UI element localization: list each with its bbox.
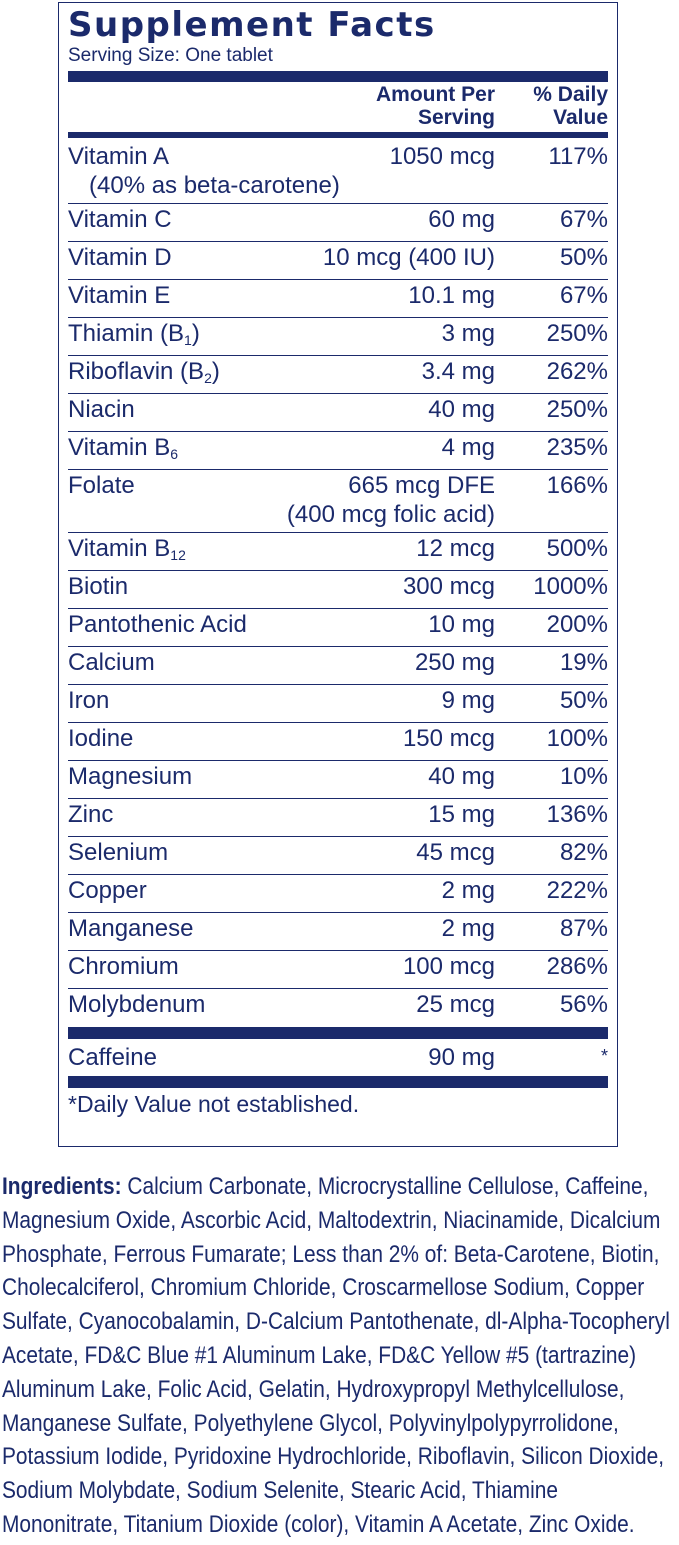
nutrient-name <box>68 611 247 639</box>
nutrient-name-suffix: ) <box>191 320 200 347</box>
nutrient-amount: 10.1 mg <box>408 282 495 309</box>
nutrient-name <box>68 573 128 601</box>
nutrient-daily-value: 82% <box>559 839 608 866</box>
nutrient-name <box>68 535 186 565</box>
table-row <box>68 470 608 533</box>
nutrient-daily-value: 67% <box>559 282 608 309</box>
nutrient-daily-value: 235% <box>546 434 608 461</box>
table-row <box>68 723 608 761</box>
nutrient-name-text: Vitamin B <box>68 434 171 461</box>
table-row <box>68 318 608 356</box>
nutrient-name <box>68 991 205 1019</box>
nutrient-name-text: Iron <box>68 687 110 714</box>
nutrient-amount: 45 mcg <box>416 839 495 866</box>
nutrient-daily-value: 10% <box>559 763 608 790</box>
nutrient-name-text: Riboflavin (B <box>68 358 205 385</box>
nutrient-amount: 9 mg <box>441 687 495 714</box>
supplement-facts-panel <box>58 2 618 1147</box>
serving-size: Serving Size: One tablet <box>68 45 273 66</box>
table-row <box>68 394 608 432</box>
nutrient-name-subscript: 6 <box>170 446 179 462</box>
nutrient-daily-value: 262% <box>546 358 608 385</box>
table-row <box>68 647 608 685</box>
table-row <box>68 989 608 1026</box>
nutrient-daily-value: 250% <box>546 396 608 423</box>
nutrient-daily-value: 100% <box>546 725 608 752</box>
nutrient-name <box>68 244 172 272</box>
table-row <box>68 913 608 951</box>
nutrient-name-text: Thiamin (B <box>68 320 185 347</box>
table-row <box>68 799 608 837</box>
divider-header <box>68 132 608 138</box>
table-row-caffeine <box>68 1042 608 1076</box>
nutrient-daily-value: 222% <box>546 877 608 904</box>
header-amount-line1: Amount Per <box>375 83 495 106</box>
nutrient-amount: 2 mg <box>441 877 495 904</box>
nutrient-name-text: Biotin <box>68 573 129 600</box>
nutrient-amount: 3 mg <box>441 320 495 347</box>
nutrient-name-text: Zinc <box>68 801 114 828</box>
nutrient-name-subscript: 12 <box>170 547 186 563</box>
nutrient-name-text: Selenium <box>68 839 169 866</box>
nutrient-daily-value: 117% <box>548 143 608 170</box>
nutrient-daily-value: 50% <box>559 687 608 714</box>
table-row <box>68 141 608 204</box>
nutrient-name-text: Niacin <box>68 396 135 423</box>
nutrient-amount: 10 mcg (400 IU) <box>322 244 495 271</box>
nutrient-daily-value: 87% <box>559 915 608 942</box>
header-daily-value <box>498 83 608 129</box>
nutrient-amount-note: (400 mcg folic acid) <box>286 501 495 528</box>
ingredients-text: Calcium Carbonate, Microcrystalline Cellulose, Caffeine, Magnesium Oxide, Ascorbic Acid, Maltodextrin, Niacinamide, Dicalcium Phosphate, Ferrous Fumarate; Less than 2% of: Beta-Carotene, Biotin, Cholecalciferol, Chromium Chloride, Croscarmellose Sodium, Copper Sulfate, Cyanocobalamin, D-Calcium Pantothenate, dl-Alpha-Tocopheryl Acetate, FD&C Blue #1 Aluminum Lake, FD&C Yellow #5 (tartrazine) Aluminum Lake, Folic Acid, Gelatin, Hydroxypropyl Methylcellulose, Manganese Sulfate, Polyethylene Glycol, Polyvinylpolypyrrolidone, Potassium Iodide, Pyridoxine Hydrochloride, Riboflavin, Silicon Dioxide, Sodium Molybdate, Sodium Selenite, Stearic Acid, Thiamine Mononitrate, Titanium Dioxide (color), Vitamin A Acetate, Zinc Oxide. <box>2 1173 670 1538</box>
nutrient-name <box>68 282 170 310</box>
nutrient-daily-value: 166% <box>546 472 608 499</box>
table-row <box>68 837 608 875</box>
nutrient-amount: 250 mg <box>414 649 495 676</box>
table-row <box>68 951 608 989</box>
nutrient-name <box>68 320 200 350</box>
nutrient-name-text: Magnesium <box>68 763 193 790</box>
nutrient-name <box>68 915 193 943</box>
nutrient-name <box>68 143 169 171</box>
nutrient-amount: 60 mg <box>428 206 495 233</box>
nutrient-name-suffix: ) <box>211 358 220 385</box>
nutrient-name-text: Vitamin A <box>68 143 169 170</box>
nutrient-name-text: Manganese <box>68 915 194 942</box>
nutrient-name-text: Calcium <box>68 649 155 676</box>
nutrient-amount: 10 mg <box>428 611 495 638</box>
nutrient-daily-value: 500% <box>546 535 608 562</box>
nutrient-amount: 90 mg <box>428 1044 495 1071</box>
table-row <box>68 280 608 318</box>
nutrient-daily-value: 286% <box>546 953 608 980</box>
header-amount-line2: Serving <box>417 106 495 129</box>
table-row <box>68 761 608 799</box>
nutrient-name <box>68 687 109 715</box>
table-row <box>68 875 608 913</box>
nutrient-daily-value: 1000% <box>533 573 608 600</box>
divider-top <box>68 71 608 82</box>
nutrient-amount: 25 mcg <box>416 991 495 1018</box>
nutrient-amount: 300 mcg <box>402 573 495 600</box>
nutrient-amount: 100 mcg <box>402 953 495 980</box>
table-row <box>68 204 608 242</box>
footnote: *Daily Value not established. <box>68 1091 360 1117</box>
nutrient-daily-value: 136% <box>546 801 608 828</box>
nutrient-amount: 3.4 mg <box>421 358 495 385</box>
nutrient-name-text: Chromium <box>68 953 179 980</box>
nutrient-name-subscript: 1 <box>184 332 192 348</box>
nutrient-amount: 12 mcg <box>416 535 495 562</box>
nutrient-name <box>68 472 135 500</box>
nutrient-name <box>68 396 135 424</box>
divider-bottom <box>68 1076 608 1088</box>
nutrient-name <box>68 649 155 677</box>
nutrient-note: (40% as beta-carotene) <box>89 172 340 199</box>
nutrient-name-text: Copper <box>68 877 147 904</box>
nutrient-name-subscript: 2 <box>204 370 212 386</box>
nutrient-name <box>68 434 178 464</box>
divider-before-caffeine <box>68 1027 608 1039</box>
nutrient-daily-value: 250% <box>546 320 608 347</box>
nutrient-name <box>68 801 113 829</box>
nutrient-name <box>68 877 147 905</box>
table-row <box>68 609 608 647</box>
nutrient-amount: 150 mcg <box>402 725 495 752</box>
nutrient-amount: 15 mg <box>428 801 495 828</box>
nutrient-amount: 4 mg <box>441 434 495 461</box>
nutrient-amount: 1050 mcg <box>389 143 495 170</box>
nutrient-daily-value: 50% <box>559 244 608 271</box>
nutrient-name-text: Iodine <box>68 725 134 752</box>
nutrient-name <box>68 763 192 791</box>
header-dv-line2: Value <box>553 106 608 129</box>
nutrient-amount: 2 mg <box>441 915 495 942</box>
header-amount <box>295 83 495 129</box>
nutrient-daily-value: 19% <box>559 649 608 676</box>
nutrient-daily-value: 67% <box>559 206 608 233</box>
nutrient-name-text: Folate <box>68 472 135 499</box>
nutrient-name-text: Molybdenum <box>68 991 206 1018</box>
ingredients-label: Ingredients: <box>2 1173 122 1200</box>
nutrient-name-text: Pantothenic Acid <box>68 611 247 638</box>
nutrient-name: Caffeine <box>68 1044 157 1071</box>
table-row <box>68 533 608 571</box>
nutrient-daily-value: * <box>600 1046 608 1066</box>
nutrient-name <box>68 206 172 234</box>
table-row <box>68 356 608 394</box>
header-dv-line1: % Daily <box>533 83 608 106</box>
table-row <box>68 571 608 609</box>
nutrient-name-text: Vitamin D <box>68 244 172 271</box>
nutrient-daily-value: 200% <box>546 611 608 638</box>
table-row <box>68 242 608 280</box>
panel-title: Supplement Facts <box>68 5 436 45</box>
nutrient-name-text: Vitamin B <box>68 535 171 562</box>
nutrient-name <box>68 953 179 981</box>
nutrient-amount: 40 mg <box>428 763 495 790</box>
table-row <box>68 685 608 723</box>
nutrient-name-text: Vitamin E <box>68 282 171 309</box>
nutrient-table <box>68 141 608 1026</box>
nutrient-daily-value: 56% <box>559 991 608 1018</box>
ingredients-paragraph <box>2 1170 678 1542</box>
nutrient-amount: 40 mg <box>428 396 495 423</box>
table-row <box>68 432 608 470</box>
nutrient-name <box>68 839 168 867</box>
nutrient-amount: 665 mcg DFE <box>348 472 495 499</box>
nutrient-name <box>68 358 220 388</box>
nutrient-name-text: Vitamin C <box>68 206 172 233</box>
nutrient-name <box>68 725 133 753</box>
